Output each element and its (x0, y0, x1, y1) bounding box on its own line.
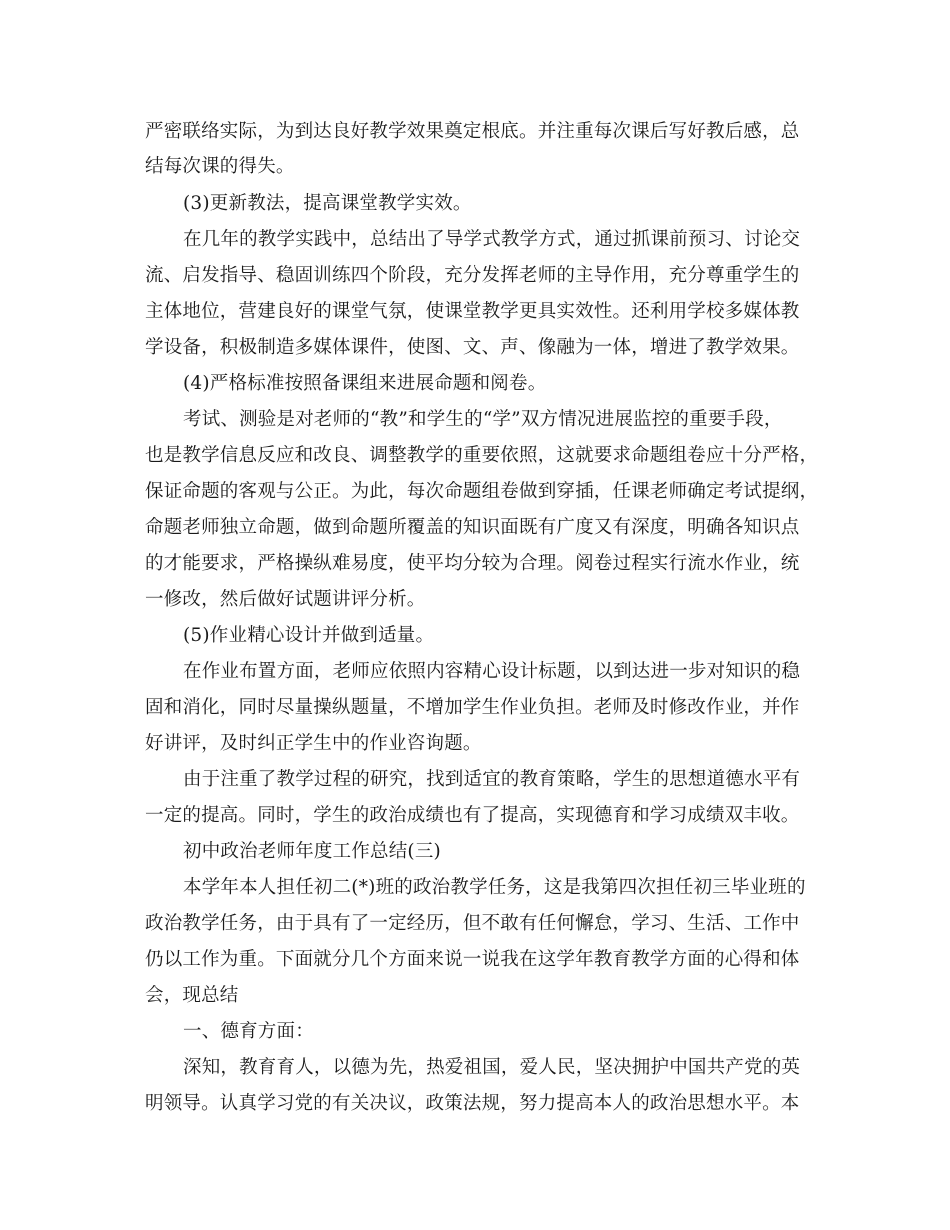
text-line: 学设备，积极制造多媒体课件，使图、文、声、像融为一体，增进了教学效果。 (145, 337, 800, 358)
text-line: 政治教学任务，由于具有了一定经历，但不敢有任何懈怠，学习、生活、工作中 (145, 913, 800, 934)
text-line: 深知，教育育人，以德为先，热爱祖国，爱人民，坚决拥护中国共产党的英 (183, 1057, 801, 1078)
text-line: 也是教学信息反应和改良、调整教学的重要依照，这就要求命题组卷应十分严格， (145, 445, 819, 466)
text-line: 仍以工作为重。下面就分几个方面来说一说我在这学年教育教学方面的心得和体 (145, 949, 800, 970)
text-line: 会，现总结 (145, 985, 239, 1006)
text-line: 一修改，然后做好试题讲评分析。 (145, 589, 426, 610)
section-title: 初中政治老师年度工作总结(三) (183, 841, 441, 862)
subsection-title: 一、德育方面： (183, 1021, 314, 1042)
text-line: 严密联络实际，为到达良好教学效果奠定根底。并注重每次课后写好教后感，总 (145, 121, 800, 142)
text-line: 保证命题的客观与公正。为此，每次命题组卷做到穿插，任课老师确定考试提纲， (145, 481, 819, 502)
text-line: 好讲评，及时纠正学生中的作业咨询题。 (145, 733, 482, 754)
text-line: 由于注重了教学过程的研究，找到适宜的教育策略，学生的思想道德水平有 (183, 769, 801, 790)
text-line: 固和消化，同时尽量操纵题量，不增加学生作业负担。老师及时修改作业，并作 (145, 697, 800, 718)
text-line: (4)严格标准按照备课组来进展命题和阅卷。 (183, 373, 547, 394)
text-line: (5)作业精心设计并做到适量。 (183, 625, 435, 646)
text-line: 的才能要求，严格操纵难易度，使平均分较为合理。阅卷过程实行流水作业，统 (145, 553, 800, 574)
text-line: 明领导。认真学习党的有关决议，政策法规，努力提高本人的政治思想水平。本 (145, 1093, 800, 1114)
text-line: 一定的提高。同时，学生的政治成绩也有了提高，实现德育和学习成绩双丰收。 (145, 805, 800, 826)
text-line: 流、启发指导、稳固训练四个阶段，充分发挥老师的主导作用，充分尊重学生的 (145, 265, 800, 286)
text-line: 主体地位，营建良好的课堂气氛，使课堂教学更具实效性。还利用学校多媒体教 (145, 301, 800, 322)
text-line: (3)更新教法，提高课堂教学实效。 (183, 193, 472, 214)
text-line: 在作业布置方面，老师应依照内容精心设计标题，以到达进一步对知识的稳 (183, 661, 801, 682)
text-line: 在几年的教学实践中，总结出了导学式教学方式，通过抓课前预习、讨论交 (183, 229, 801, 250)
text-line: 考试、测验是对老师的“教”和学生的“学”双方情况进展监控的重要手段， (183, 409, 783, 430)
text-line: 本学年本人担任初二(*)班的政治教学任务，这是我第四次担任初三毕业班的 (183, 877, 806, 898)
text-line: 结每次课的得失。 (145, 156, 295, 177)
text-line: 命题老师独立命题，做到命题所覆盖的知识面既有广度又有深度，明确各知识点 (145, 517, 800, 538)
